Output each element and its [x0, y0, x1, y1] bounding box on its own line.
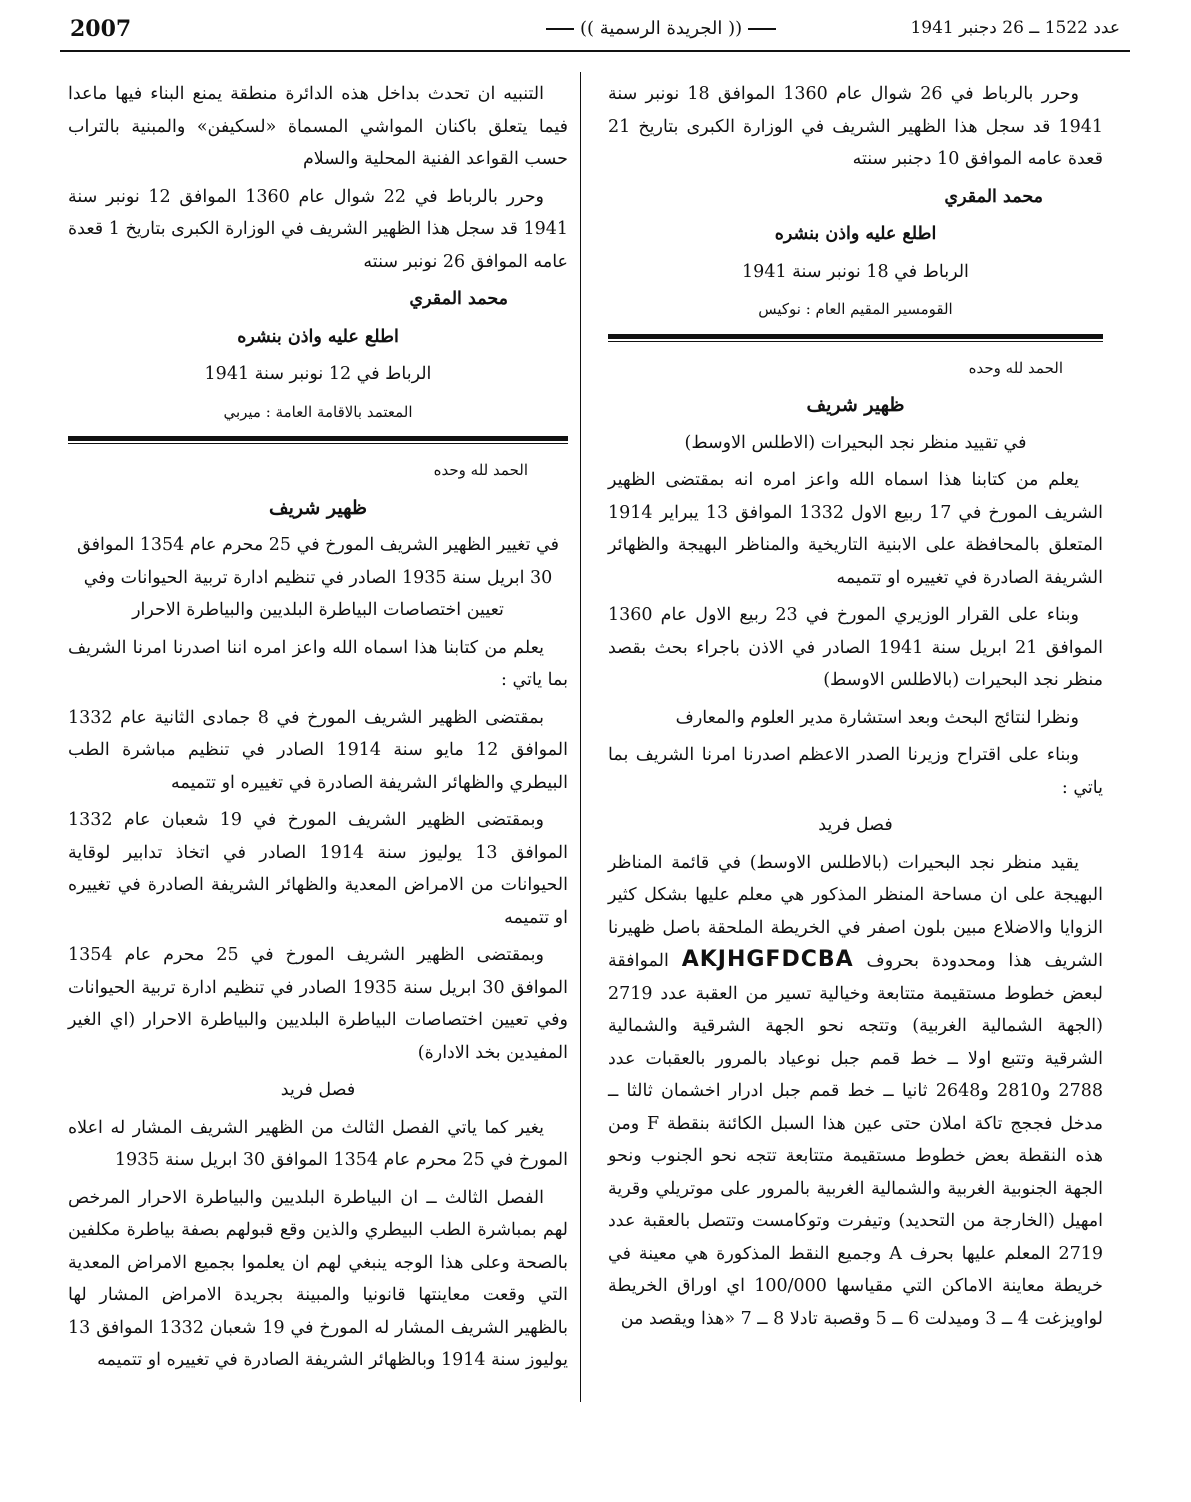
- header-rule: [60, 50, 1130, 52]
- preamble-paragraph: وبناء على اقتراح وزيرنا الصدر الاعظم اصدرنا امرنا الشريف بما ياتي :: [608, 745, 1103, 798]
- praise-line: الحمد لله وحده: [433, 461, 528, 479]
- section-title: فصل فريد: [818, 815, 893, 835]
- article-paragraph: يغير كما ياتي الفصل الثالث من الظهير الشريف المشار له اعلاه المورخ في 25 محرم عام 1354 الموافق 30 ابريل سنة 1935: [68, 1117, 568, 1170]
- right-column: [608, 78, 1103, 1340]
- closing-paragraph: وحرر بالرباط في 26 شوال عام 1360 الموافق 18 نونبر سنة 1941 قد سجل هذا الظهير الشريف في الوزارة الكبرى بتاريخ 21 قعدة عامه الموافق 10 دجنبر سنته: [608, 84, 1103, 169]
- issue-info: عدد 1522 ــ 26 دجنبر 1941: [910, 18, 1120, 38]
- article-text: يقيد منظر نجد البحيرات (بالاطلس الاوسط) في قائمة المناظر البهيجة على ان مساحة المنظر المذكور هي معلم عليها بشكل كثير الزوايا والاضلاع مبين بلون اصفر في الخريطة الملحقة باصل ظهيرنا الشريف هذا ومحدودة بحروف: [608, 852, 1103, 971]
- preamble-paragraph: وبمقتضى الظهير الشريف المورخ في 25 محرم عام 1354 الموافق 30 ابريل سنة 1935 الصادر في تنظيم ادارة تربية الحيوانات وفي تعيين اختصاصات البياطرة البلديين والبياطرة الاحرار (اي الغير المفيدين بخد الادارة): [68, 945, 568, 1063]
- dahir-title: ظهير شريف: [806, 394, 905, 416]
- approval-line: اطلع عليه واذن بنشره: [774, 224, 937, 244]
- dahir-subject: في تقييد منظر نجد البحيرات (الاطلس الاوسط): [684, 432, 1027, 453]
- place-date: الرباط في 18 نونبر سنة 1941: [742, 261, 969, 282]
- gazette-title: [540, 18, 782, 39]
- page-header: [60, 12, 1130, 48]
- column-divider: [580, 72, 581, 1402]
- continued-paragraph: التنبيه ان تحدث بداخل هذه الدائرة منطقة يمنع البناء فيها ماعدا فيما يتعلق باكنان المواشي المسماة «لسكيفن» والمبنية بالتراب حسب القواعد الفنية المحلية والسلام: [68, 84, 568, 169]
- praise-line: الحمد لله وحده: [968, 358, 1063, 377]
- preamble-paragraph: وبناء على القرار الوزيري المورخ في 23 ربيع الاول عام 1360 الموافق 21 ابريل سنة 1941 الصادر في الاذن باجراء بحث بقصد منظر نجد البحيرات (بالاطلس الاوسط): [608, 605, 1103, 690]
- boundary-letters: AKJHGFDCBA: [681, 947, 854, 972]
- preamble-paragraph: يعلم من كتابنا هذا اسماه الله واعز امره انه بمقتضى الظهير الشريف المورخ في 17 ربيع الاول 1332 الموافق 13 يبراير 1914 المتعلق بالمحافظة على الابنية التاريخية والمناظر البهيجة والظهائر الشريفة الصادرة في تغييره او تتميمه: [608, 470, 1103, 588]
- closing-paragraph: وحرر بالرباط في 22 شوال عام 1360 الموافق 12 نونبر سنة 1941 قد سجل هذا الظهير الشريف في الوزارة الكبرى بتاريخ 1 قعدة عامه الموافق 26 نونبر سنته: [68, 186, 568, 272]
- preamble-paragraph: وبمقتضى الظهير الشريف المورخ في 19 شعبان عام 1332 الموافق 13 يوليوز سنة 1914 الصادر في اتخاذ تدابير لوقاية الحيوانات من الامراض المعدية والظهائر الشريفة الصادرة في تغييره او تتميمه: [68, 810, 568, 928]
- article-text: الموافقة لبعض خطوط مستقيمة متتابعة وخيالية تسير من العقبة عدد 2719 (الجهة الشمالية الغربية) وتتجه نحو الجهة الشرقية والشمالية الشرقية وتتبع اولا ــ خط قمم جبل نوعياد بالمرور بالعقبات عدد 2788 و2810 و2648 ثانيا ــ خط قمم جبل ادرار اخشمان ثالثا ــ مدخل فججج تاكة املان حتى عين هذا السبل الكائنة بنقطة F ومن هذه النقطة بعض خطوط مستقيمة متتابعة تتجه نحو الجنوب ونحو الجهة الجنوبية الغربية والشمالية الغربية بالمرور على موتريلي وقرية امهيل (الخارجة من التحديد) وتيفرت وتوكامست وتتصل بالعقبة عدد 2719 المعلم عليها بحرف A وجميع النقط المذكورة هي معينة في خريطة معاينة الاماكن التي مقياسها 100/000 اي اوراق الخريطة لواويزغت 4 ــ 3 وميدلت 6 ــ 5 وقصبة تادلا 8 ــ 7 «هذا ويقصد من: [608, 951, 1104, 1329]
- left-column: [68, 78, 568, 1382]
- signatory: محمد المقري: [409, 289, 508, 309]
- dahir-subject: في تغيير الظهير الشريف المورخ في 25 محرم عام 1354 الموافق 30 ابريل سنة 1935 الصادر في تنظيم ادارة تربية الحيوانات وفي تعيين اختصاصات البياطرة البلديين والبياطرة الاحرار: [77, 535, 559, 620]
- preamble-paragraph: ونظرا لنتائج البحث وبعد استشارة مدير العلوم والمعارف: [675, 707, 1079, 728]
- resident-general: المعتمد بالاقامة العامة : ميربي: [223, 402, 413, 421]
- article-paragraph: الفصل الثالث ــ ان البياطرة البلديين والبياطرة الاحرار المرخص لهم بمباشرة الطب البيطري والذين وقع قبولهم بصفة بياطرة مكلفين بالصحة وعلى هذا الوجه ينبغي لهم ان يعلموا بجميع الامراض المعدية التي وقعت معاينتها قانونيا والمبينة بجريدة الامراض المشار لها بالظهير الشريف المشار له المورخ في 19 شعبان 1332 الموافق 13 يوليوز سنة 1914 وبالظهائر الشريفة الصادرة في تغييره او تتميمه: [68, 1187, 568, 1370]
- article-paragraph: [608, 847, 1103, 1336]
- approval-line: اطلع عليه واذن بنشره: [237, 326, 399, 347]
- section-rule: [608, 334, 1103, 342]
- preamble-paragraph: بمقتضى الظهير الشريف المورخ في 8 جمادى الثانية عام 1332 الموافق 12 مايو سنة 1914 الصادر في تنظيم مباشرة الطب البيطري والظهائر الشريفة الصادرة في تغييره او تتميمه: [68, 707, 568, 793]
- dahir-title: ظهير شريف: [268, 496, 368, 519]
- resident-general: القومسير المقيم العام : نوكيس: [758, 300, 953, 318]
- signatory: محمد المقري: [944, 186, 1043, 207]
- place-date: الرباط في 12 نونبر سنة 1941: [204, 364, 432, 384]
- gazette-title-text: (( الجريدة الرسمية )): [580, 18, 743, 39]
- page-number: 2007: [70, 16, 132, 42]
- section-rule: [68, 436, 568, 444]
- preamble-paragraph: يعلم من كتابنا هذا اسماه الله واعز امره اننا اصدرنا امرنا الشريف بما ياتي :: [68, 637, 568, 690]
- section-title: فصل فريد: [280, 1080, 356, 1100]
